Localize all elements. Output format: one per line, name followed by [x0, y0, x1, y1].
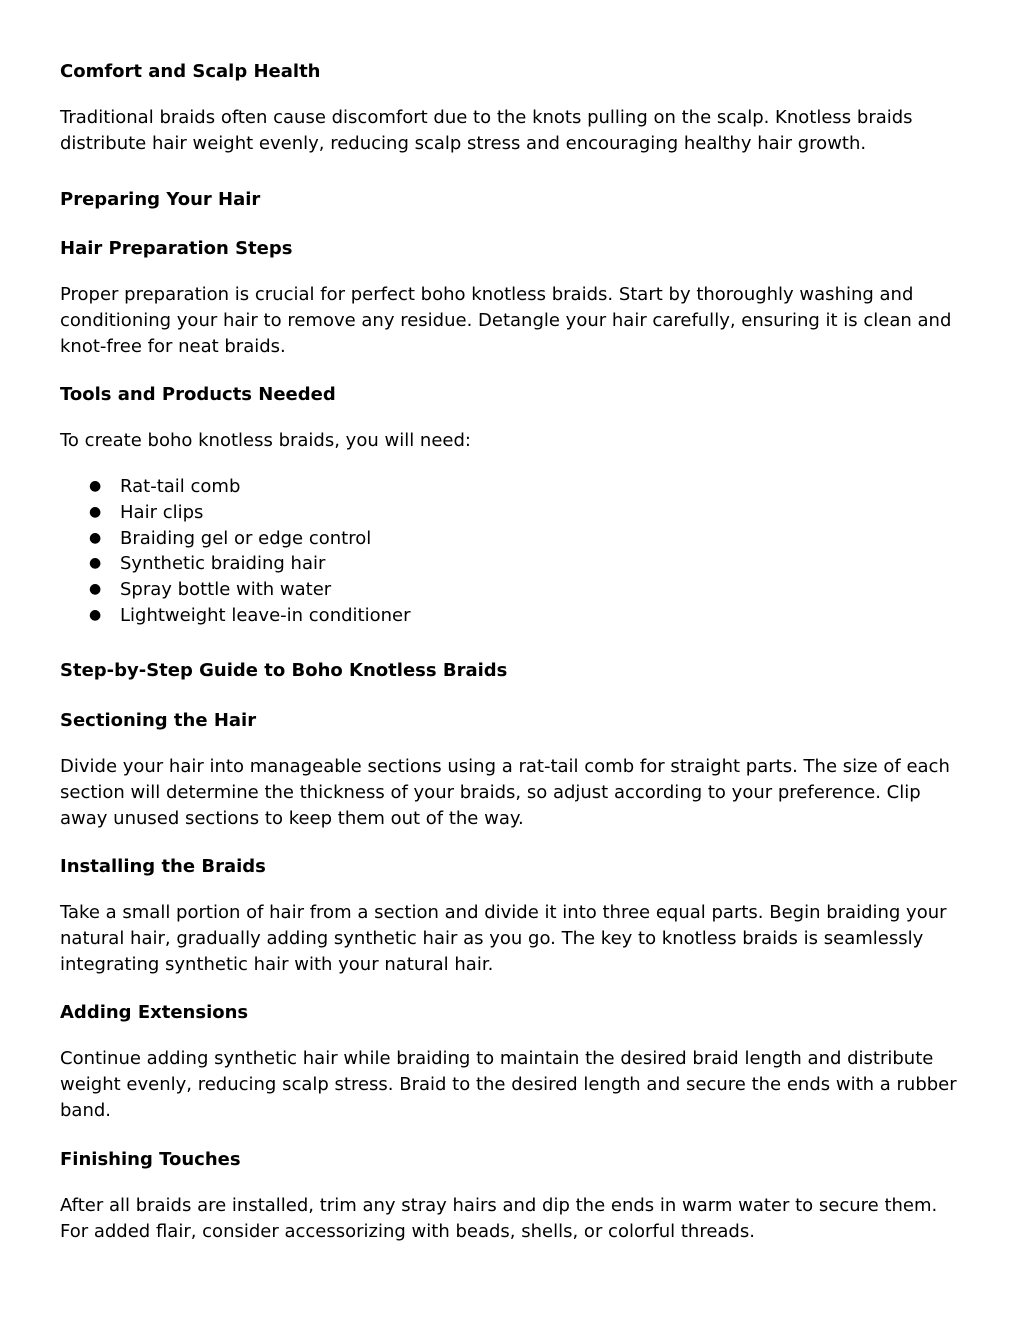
heading-sectioning-hair: Sectioning the Hair — [60, 710, 257, 731]
bullet-icon: ● — [89, 581, 102, 598]
heading-tools-products: Tools and Products Needed — [60, 384, 336, 405]
list-item-text: Lightweight leave-in conditioner — [120, 604, 411, 626]
bullet-icon: ● — [89, 606, 102, 623]
tools-list — [60, 474, 960, 629]
paragraph-preparation: Proper preparation is crucial for perfect boho knotless braids. Start by thoroughly washing and conditioning your hair to remove any residue. Detangle your hair carefully, ensuring it is clean and knot-free for neat braids. — [60, 284, 952, 357]
list-item — [60, 551, 960, 577]
list-item — [60, 526, 960, 552]
list-item-text: Rat-tail comb — [120, 476, 241, 497]
list-item-text: Synthetic braiding hair — [120, 553, 326, 575]
heading-installing-braids: Installing the Braids — [60, 856, 266, 877]
heading-adding-extensions: Adding Extensions — [60, 1002, 249, 1023]
heading-finishing-touches: Finishing Touches — [60, 1149, 241, 1170]
heading-preparing-your-hair: Preparing Your Hair — [60, 189, 261, 210]
heading-step-by-step-guide: Step-by-Step Guide to Boho Knotless Braids — [60, 660, 508, 681]
list-item — [60, 603, 960, 629]
paragraph-tools-intro: To create boho knotless braids, you will need: — [60, 430, 471, 451]
list-item — [60, 474, 960, 500]
list-item-text: Spray bottle with water — [120, 579, 332, 601]
paragraph-comfort: Traditional braids often cause discomfort due to the knots pulling on the scalp. Knotless braids distribute hair weight evenly, reducing scalp stress and encouraging healthy hair growth. — [60, 107, 913, 154]
bullet-icon: ● — [89, 529, 102, 546]
bullet-icon: ● — [89, 555, 102, 572]
bullet-icon: ● — [89, 503, 102, 520]
list-item-text: Hair clips — [120, 501, 204, 523]
list-item — [60, 577, 960, 603]
list-item-text: Braiding gel or edge control — [120, 527, 372, 549]
paragraph-installing: Take a small portion of hair from a section and divide it into three equal parts. Begin braiding your natural hair, gradually adding synthetic hair as you go. The key to knotless braids is seamlessly integrating synthetic hair with your natural hair. — [60, 902, 947, 975]
heading-comfort-scalp-health: Comfort and Scalp Health — [60, 61, 321, 82]
bullet-icon: ● — [89, 478, 102, 494]
paragraph-extensions: Continue adding synthetic hair while braiding to maintain the desired braid length and distribute weight evenly, reducing scalp stress. Braid to the desired length and secure the ends with a rubber band. — [60, 1048, 957, 1121]
list-item — [60, 500, 960, 526]
heading-hair-preparation-steps: Hair Preparation Steps — [60, 238, 293, 259]
paragraph-finishing: After all braids are installed, trim any stray hairs and dip the ends in warm water to secure them. For added flair, consider accessorizing with beads, shells, or colorful threads. — [60, 1195, 938, 1242]
paragraph-sectioning: Divide your hair into manageable sections using a rat-tail comb for straight parts. The size of each section will determine the thickness of your braids, so adjust according to your preference. Clip away unused sections to keep them out of the way. — [60, 756, 950, 829]
